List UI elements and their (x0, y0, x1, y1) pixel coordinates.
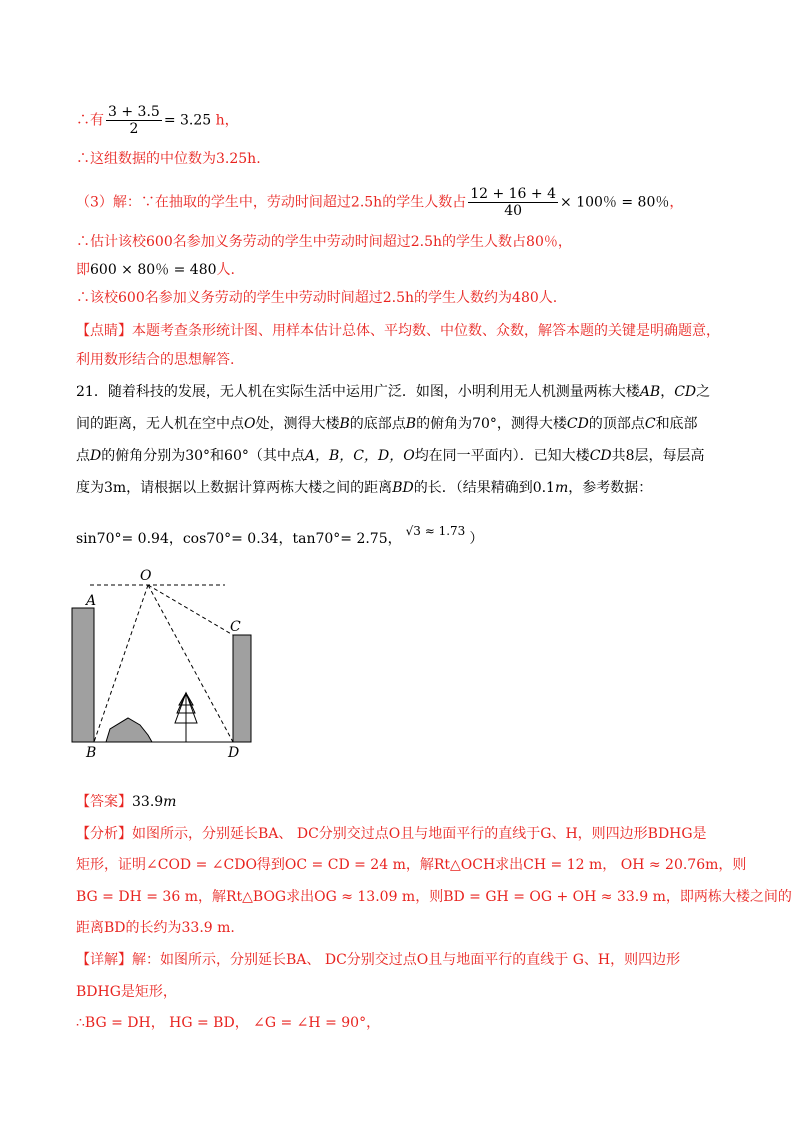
part3-unit: h (373, 194, 383, 211)
q21-text: 的长．（结果精确到0.1 (413, 480, 555, 496)
analysis-line-1 (76, 824, 707, 844)
detail-line-2 (76, 982, 177, 1002)
part3-mid: 的学生人数占 (382, 194, 467, 211)
analysis-tag: 【分析】 (76, 826, 132, 842)
part3-denominator: 40 (504, 203, 523, 219)
q21-var: CD (589, 448, 612, 464)
answer-line (76, 792, 176, 812)
est-pre: ∴估计该校 (76, 234, 146, 250)
conc-mid: 名参加义务劳动的学生中劳动时间超过 (144, 290, 383, 306)
q21-var: B (405, 416, 417, 432)
detail-text-1: 解：如图所示，分别延长BA、 DC分别交过点O且与地面平行的直线于 G、H，则四边形 (132, 952, 681, 968)
analysis-text-2: 矩形，证明∠COD = ∠CDO得到OC = CD = 24 m，解Rt△OCH求出CH = 12 m， OH ≈ 20.76m，则 (76, 857, 747, 873)
analysis-text-4: 距离BD的长约为33.9 m. (76, 920, 235, 936)
q21-text: ， (660, 384, 675, 400)
comment-text-2: 利用数形结合的思想解答. (76, 352, 235, 368)
median-value: 3.25 (216, 151, 248, 167)
q21-text: 的俯角分别为30°和60°（其中点 (101, 448, 305, 464)
conc-unit: h (405, 290, 415, 306)
part3-pre: （3）解：∵在抽取的学生中，劳动时间超过 (76, 194, 351, 211)
q21-text: 和底部 (655, 416, 698, 432)
conc-end: 人. (538, 290, 558, 306)
est-unit: h (433, 234, 443, 250)
building-cd (233, 635, 251, 742)
label-b: B (86, 745, 97, 761)
eq1-prefix: ∴有 (76, 112, 104, 129)
conc-value: 2.5 (382, 290, 405, 306)
eq1-denominator: 2 (129, 121, 139, 137)
label-o: O (140, 568, 152, 584)
q21-trig-values: sin70°= 0.94，cos70°= 0.34，tan70°= 2.75， (76, 531, 402, 547)
q21-text: 共8层，每层高 (611, 448, 705, 464)
q21-var: D (90, 448, 102, 464)
comment-line-1 (76, 321, 720, 341)
building-figure (60, 565, 270, 765)
calc-line (76, 260, 235, 280)
sqrt3-value: √3 ≈ 1.73 (405, 524, 466, 538)
q21-line-1 (76, 382, 710, 402)
q21-text: 的底部点 (349, 416, 406, 432)
q21-var: AB (639, 384, 661, 400)
building-ab (72, 608, 94, 742)
q21-line-4 (76, 478, 652, 498)
label-c: C (230, 619, 241, 635)
est-end: ， (557, 234, 572, 250)
answer-unit: m (163, 794, 177, 810)
median-unit: h (247, 151, 257, 167)
calc-pre: 即 (76, 262, 90, 278)
comment-line-2 (76, 350, 234, 370)
eq1-unit: h (215, 112, 225, 129)
calc-expr: 600 × 80％ = 480 (90, 262, 217, 278)
sightline-oc (148, 585, 233, 635)
analysis-text-1: 如图所示，分别延长BA、 DC分别交过点O且与地面平行的直线于G、H，则四边形BDHG是 (132, 826, 707, 842)
detail-line-3 (76, 1013, 380, 1033)
q21-text: 的俯角为70°，测得大楼 (416, 416, 567, 432)
q21-text: 均在同一平面内）．已知大楼 (414, 448, 590, 464)
q21-reference-data (76, 524, 484, 549)
q21-text: 之 (696, 384, 711, 400)
part3-numerator: 12 + 16 + 4 (470, 186, 557, 202)
est-post: 的学生人数占 (442, 234, 527, 250)
analysis-text-3: BG = DH = 36 m，解Rt△BOG求出OG ≈ 13.09 m，则BD = GH = OG + OH ≈ 33.9 m，即两栋大楼之间的 (76, 889, 792, 905)
q21-var: m (554, 480, 569, 496)
q21-var: CD (566, 416, 589, 432)
est-value: 2.5 (410, 234, 433, 250)
median-pre: ∴这组数据的中位数为 (76, 151, 216, 167)
comment-tag: 【点睛】 (76, 323, 132, 339)
conclusion-line (76, 288, 557, 308)
q21-text: 21．随着科技的发展，无人机在实际生活中运用广泛．如图，小明利用无人机测量两栋大楼 (76, 384, 640, 400)
tree-icon (175, 693, 197, 742)
median-end: . (256, 151, 261, 167)
conc-result: 480 (512, 290, 539, 306)
q21-var: C (644, 416, 656, 432)
q21-text: 的顶部点 (588, 416, 645, 432)
q21-text: ） (469, 531, 484, 547)
eq1-end: ， (224, 112, 239, 129)
q21-line-2 (76, 414, 698, 434)
eq1-result: = 3.25 (163, 112, 212, 129)
estimate-line (76, 232, 572, 252)
eq1-numerator: 3 + 3.5 (108, 104, 160, 120)
part3-line (76, 186, 683, 219)
q21-var: CD (674, 384, 697, 400)
part3-end: ， (669, 194, 684, 211)
analysis-line-3 (76, 887, 792, 907)
conc-post: 的学生人数约为 (414, 290, 513, 306)
answer-tag: 【答案】 (76, 794, 132, 810)
q21-var: BD (392, 480, 414, 496)
detail-text-3: ∴BG = DH， HG = BD， ∠G = ∠H = 90°， (76, 1015, 381, 1031)
q21-var: O (244, 416, 256, 432)
mean-equation-line (76, 104, 239, 137)
detail-text-2: BDHG是矩形， (76, 984, 177, 1000)
est-mid: 名参加义务劳动的学生中劳动时间超过 (172, 234, 411, 250)
detail-line-1 (76, 950, 680, 970)
eq1-fraction (106, 104, 162, 137)
q21-text: ，参考数据： (568, 480, 653, 496)
est-percent: 80％ (526, 234, 558, 250)
conc-count: 600 (118, 290, 145, 306)
sightline-od (148, 585, 233, 742)
rock-shape (106, 718, 152, 742)
part3-value: 2.5 (350, 194, 374, 211)
median-line (76, 149, 261, 169)
label-a: A (86, 593, 97, 609)
detail-tag: 【详解】 (76, 952, 132, 968)
calc-post: 人. (216, 262, 235, 278)
q21-var: A，B，C，D，O (304, 448, 415, 464)
conc-pre: ∴该校 (76, 290, 118, 306)
analysis-line-4 (76, 918, 235, 938)
est-count: 600 (146, 234, 173, 250)
comment-text-1: 本题考查条形统计图、用样本估计总体、平均数、中位数、众数，解答本题的关键是明确题意， (132, 323, 720, 339)
q21-var: B (339, 416, 350, 432)
analysis-line-2 (76, 855, 746, 875)
q21-line-3 (76, 446, 705, 466)
q21-text: 间的距离，无人机在空中点 (76, 416, 244, 432)
q21-text: 度为3m，请根据以上数据计算两栋大楼之间的距离 (76, 480, 393, 496)
part3-fraction (468, 186, 558, 219)
part3-tail: × 100％ = 80％ (560, 194, 670, 211)
q21-text: 点 (76, 448, 90, 464)
sightline-ob (94, 585, 148, 742)
label-d: D (228, 745, 240, 761)
q21-text: 处，测得大楼 (255, 416, 340, 432)
answer-value: 33.9 (132, 794, 164, 810)
